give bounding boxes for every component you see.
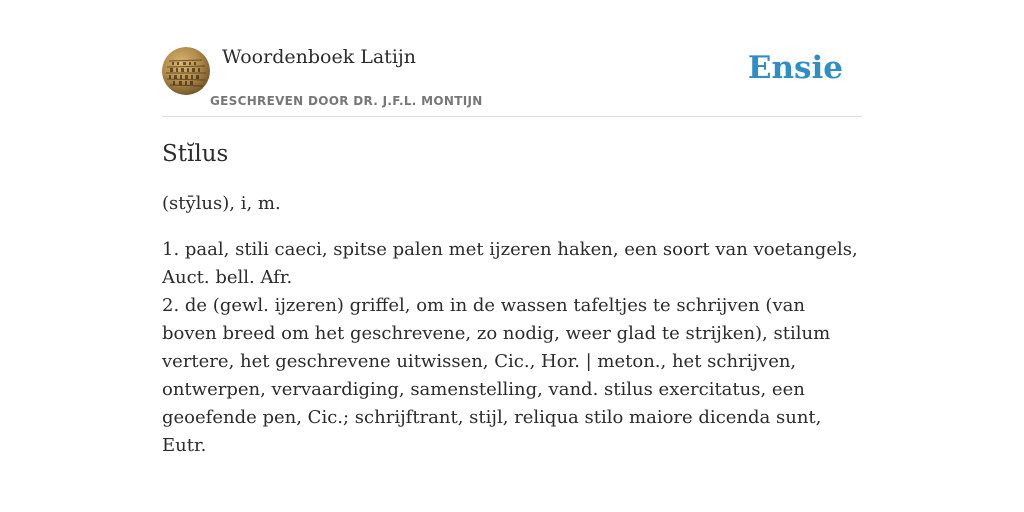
entry-grammar: (stȳlus), i, m. [162, 193, 281, 214]
definition-1: 1. paal, stili caeci, spitse palen met ijzeren haken, een soort van voetangels, Auct. bell. Afr. [162, 239, 858, 288]
author-credit: GESCHREVEN DOOR DR. J.F.L. MONTIJN [210, 94, 483, 108]
inscribed-coin-icon [162, 47, 210, 95]
entry-content [162, 138, 862, 460]
header [162, 44, 862, 117]
book-logo-icon[interactable] [162, 47, 210, 95]
entry-definitions [162, 236, 862, 460]
definition-2: 2. de (gewl. ijzeren) griffel, om in de wassen tafeltjes te schrijven (van boven breed om het geschrevene, zo nodig, weer glad te strijken), stilum vertere, het geschrevene uitwissen, Cic., Hor. | meton., het schrijven, ontwerpen, vervaardiging, samenstelling, vand. stilus exercitatus, een geoefende pen, Cic.; schrijftrant, stijl, reliqua stilo maiore dicenda sunt, Eutr. [162, 295, 831, 456]
entry-headword: Stĭlus [162, 141, 229, 167]
ensie-logo[interactable]: Ensie [747, 50, 843, 86]
book-title[interactable]: Woordenboek Latijn [222, 46, 417, 68]
